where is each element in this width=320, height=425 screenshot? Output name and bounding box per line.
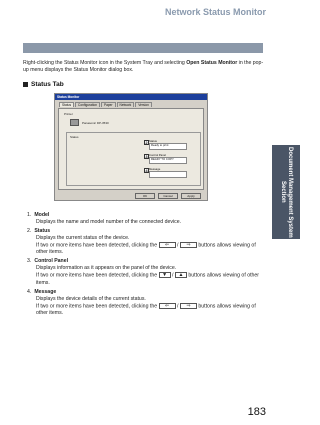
square-bullet-icon [23,82,28,87]
message-field [149,171,187,178]
item-number: 3. [27,258,32,265]
control-panel-field: READY TO COPY [149,157,187,164]
item-list [27,212,267,319]
status-field-label: Status [149,139,157,143]
intro-bold: Open Status Monitor [186,60,238,66]
ok-button[interactable]: OK [135,193,155,199]
status-monitor-dialog [54,93,208,201]
printer-model: Panasonic DP-3530 [82,121,109,125]
tab-status[interactable]: Status [59,102,74,107]
dialog-tabs [55,100,207,107]
separator: / [172,272,174,279]
cancel-button[interactable]: Cancel [158,193,178,199]
item-extra-after: buttons allows viewing of other items. [36,303,256,317]
item-number: 2. [27,228,32,234]
dialog-panel [58,108,204,190]
list-item [27,228,267,256]
up-arrow-icon: ▲ [175,272,187,278]
item-extra [27,242,267,256]
item-extra-before: If two or more items have been detected, clicking the [36,303,158,310]
item-body: Displays the name and model number of the connected device. [36,219,182,225]
intro-after: in the pop-up menu displays the Status Monitor dialog box. [23,60,264,73]
right-arrow-icon: ⇒ [180,242,197,248]
item-title: Message [34,288,57,295]
header-bar [23,43,263,53]
list-item [27,289,267,317]
item-extra-before: If two or more items have been detected, clicking the [36,242,158,249]
item-number: 1. [27,212,32,218]
item-body: Displays the device details of the current status. [36,295,146,302]
printer-icon [70,119,79,126]
item-title: Status [34,228,51,234]
section-heading-label: Status Tab [31,81,64,88]
separator: / [177,303,179,310]
intro-before: Right-clicking the Status Monitor icon in the System Tray and selecting [23,60,187,66]
status-group-caption: Status [70,135,79,139]
item-body: Displays the current status of the device. [36,235,130,241]
down-arrow-icon: ▼ [159,272,171,278]
list-item [27,258,267,286]
item-title: Model [34,212,50,218]
page-title: Network Status Monitor [164,7,266,17]
callout-4: 4 [145,168,148,173]
message-field-label: Message [149,167,161,171]
dialog-title: Status Monitor [57,95,80,99]
tab-paper[interactable]: Paper [101,102,116,107]
tab-version[interactable]: Version [135,102,152,107]
item-extra [27,272,267,286]
apply-button[interactable]: Apply [181,193,201,199]
left-arrow-icon: ⇐ [159,303,176,309]
item-extra-after: buttons allows viewing of other items. [36,242,256,256]
intro-text [23,60,266,74]
right-arrow-icon: ⇒ [180,303,197,309]
separator: / [177,242,179,249]
item-body: Displays information as it appears on the panel of the device. [36,265,177,272]
callout-3: 3 [145,154,148,159]
left-arrow-icon: ⇐ [159,242,176,248]
item-title: Control Panel [34,258,69,265]
status-field: Ready to print [149,143,187,150]
callout-2: 2 [145,140,148,145]
control-panel-field-label: Control Panel [149,153,166,157]
item-extra-before: If two or more items have been detected, clicking the [36,272,158,279]
tab-configuration[interactable]: Configuration [75,102,100,107]
item-number: 4. [27,288,32,295]
page-number: 183 [247,406,266,418]
item-extra [27,303,267,317]
section-heading [23,81,64,88]
list-item [27,212,267,226]
tab-network[interactable]: Network [117,102,135,107]
side-tab-label: Document Management System Section [280,146,293,238]
status-group-box [66,132,201,186]
printer-label: Printer [64,112,73,116]
item-extra-after: buttons allows viewing of other items. [36,272,260,286]
